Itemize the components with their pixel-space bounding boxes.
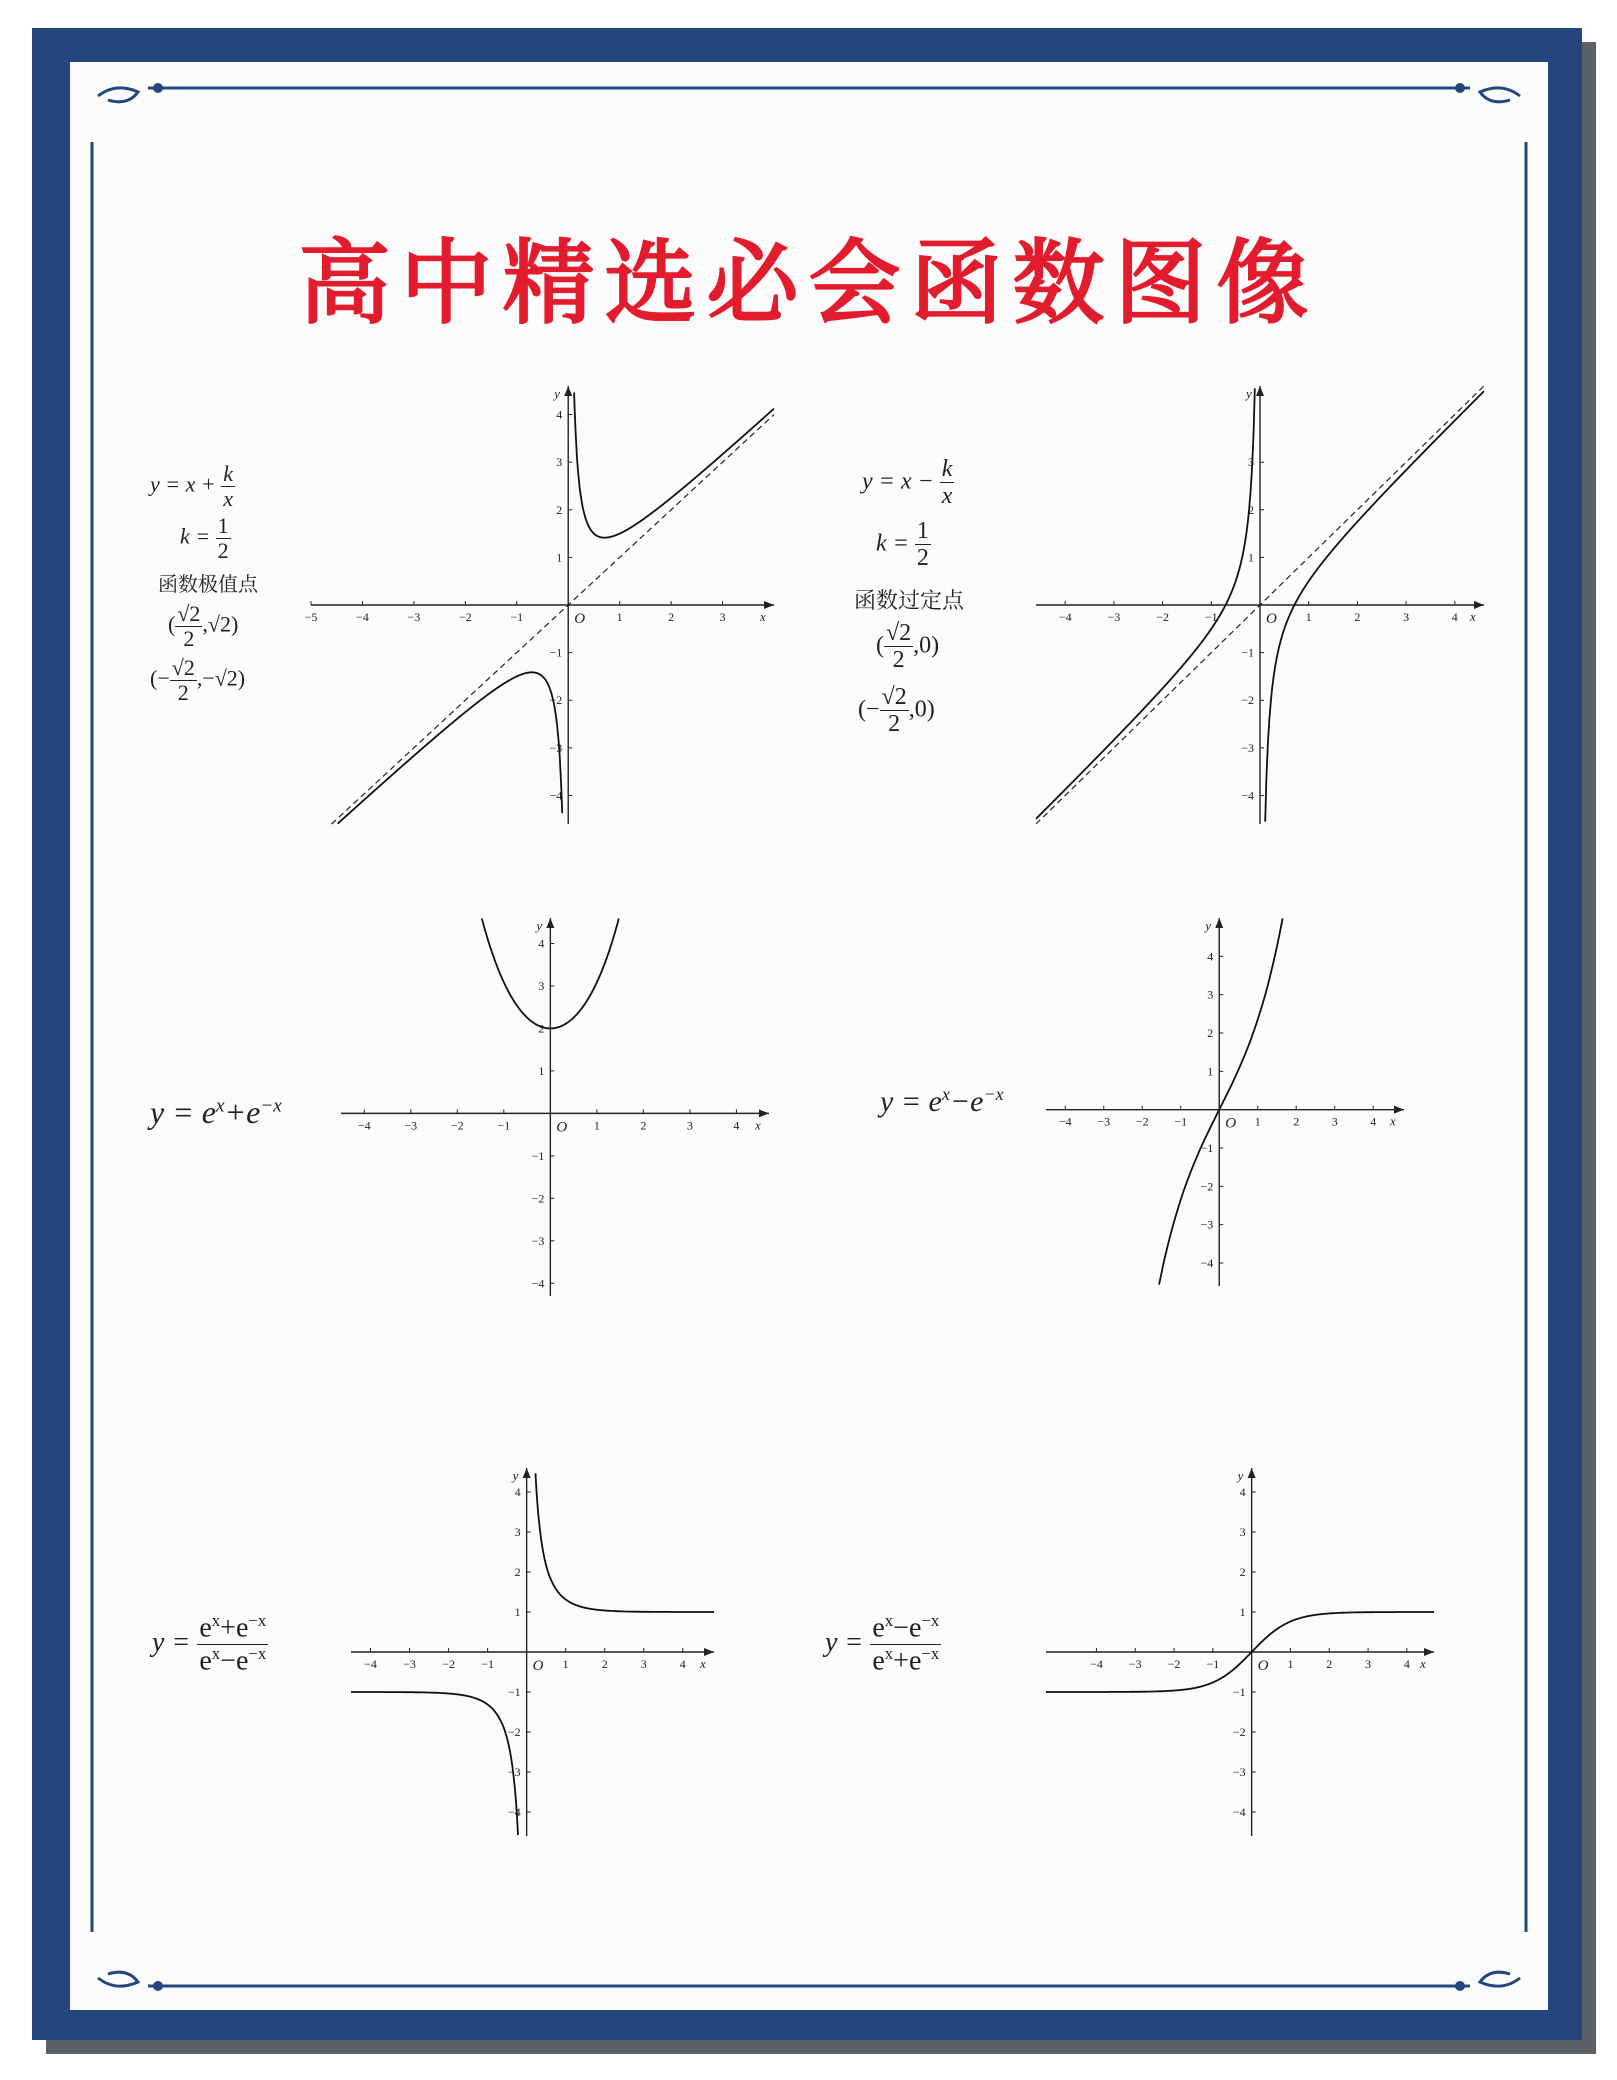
x-tick-label: −3 — [407, 610, 421, 624]
formula-lhs: y — [150, 471, 160, 497]
y-tick-label: −1 — [507, 1685, 521, 1699]
x-tick-label: −1 — [510, 610, 524, 624]
origin-label: O — [1225, 1115, 1237, 1132]
y-tick-label: 1 — [1239, 1605, 1246, 1619]
x-tick-label: 1 — [1287, 1657, 1294, 1671]
param-fraction — [216, 514, 231, 563]
y-tick-label: −1 — [549, 645, 563, 660]
x-tick-label: 1 — [616, 610, 623, 624]
formula-x-plus-k-over-x: y = x + $\frac{k}{x}$ — [150, 461, 234, 512]
term: +e — [220, 1612, 249, 1644]
fixed-point-2 — [858, 684, 935, 738]
formula-mid: −e — [949, 1085, 984, 1118]
function-curve — [1046, 1652, 1251, 1692]
y-tick-label: −4 — [531, 1276, 545, 1291]
x-tick-label: −4 — [364, 1657, 377, 1671]
y-tick-label: −3 — [507, 1765, 521, 1779]
function-curve — [1265, 391, 1484, 822]
point-fraction — [884, 620, 913, 674]
x-tick-label: 1 — [1305, 610, 1312, 624]
paren: ( — [150, 665, 158, 691]
x-tick-label: −2 — [442, 1657, 455, 1671]
x-axis-label: x — [1420, 1656, 1426, 1671]
chart-sinh-like — [1040, 912, 1410, 1292]
y-tick-label: 4 — [538, 936, 545, 951]
x-tick-label: −2 — [1135, 1114, 1149, 1129]
y-tick-label: 3 — [514, 1525, 521, 1539]
y-axis-label: y — [512, 1468, 519, 1483]
x-tick-label: −2 — [458, 610, 472, 624]
y-tick-label: 1 — [538, 1063, 545, 1078]
x-tick-label: 2 — [1293, 1114, 1300, 1129]
y-tick-label: −4 — [1200, 1256, 1214, 1270]
x-tick-label: 2 — [1354, 610, 1361, 624]
x-tick-label: −4 — [357, 1118, 371, 1133]
y-tick-label: 3 — [1248, 455, 1254, 470]
y-tick-label: −3 — [549, 740, 563, 755]
origin-label: O — [556, 1119, 568, 1136]
frac-num: √2 — [171, 655, 195, 680]
param-k — [180, 514, 231, 563]
x-tick-label: 4 — [1451, 610, 1458, 624]
y-tick-label: 4 — [514, 1485, 521, 1499]
x-axis-label: x — [760, 609, 766, 624]
y-tick-label: −3 — [1241, 740, 1254, 755]
term: e — [872, 1645, 885, 1677]
y-tick-label: −3 — [1200, 1217, 1214, 1232]
frac-den — [197, 1645, 268, 1677]
term: −e — [220, 1645, 249, 1677]
function-curve — [351, 1692, 518, 1835]
y-axis-arrow — [1248, 1468, 1256, 1478]
y-tick-label: −2 — [1200, 1179, 1214, 1194]
param-label: k = — [876, 530, 915, 557]
y-axis-arrow — [1256, 386, 1264, 396]
x-tick-label: 3 — [1365, 1657, 1372, 1671]
y-tick-label: −4 — [507, 1805, 521, 1819]
fixed-point-1 — [876, 620, 939, 674]
formula-fraction — [870, 1612, 941, 1677]
y-axis-label: y — [536, 918, 543, 933]
function-curve — [338, 672, 563, 823]
exp: −x — [921, 1644, 940, 1664]
x-tick-label: −3 — [403, 1657, 416, 1671]
formula-main: y = e — [150, 1094, 216, 1130]
x-tick-label: −3 — [404, 1118, 418, 1133]
x-tick-label: 4 — [1403, 1657, 1410, 1671]
frac-den: 2 — [177, 680, 189, 706]
frac-num: 1 — [217, 513, 229, 538]
point-fraction — [175, 602, 202, 651]
exp: −x — [260, 1095, 282, 1117]
frac-num — [197, 1612, 268, 1645]
y-tick-label: −4 — [1232, 1805, 1246, 1819]
chart-x-plus-k-over-x — [305, 380, 780, 830]
x-axis-arrow — [1394, 1106, 1404, 1114]
y-tick-label: 2 — [538, 1021, 545, 1036]
exp: x — [216, 1095, 225, 1117]
term: e — [199, 1612, 212, 1644]
x-axis-arrow — [759, 1109, 769, 1117]
chart-x-minus-k-over-x — [1030, 380, 1490, 830]
point-fraction — [170, 656, 197, 705]
frac-den: 2 — [183, 626, 195, 652]
frac-num: √2 — [886, 620, 912, 646]
chart-tanh-like — [1040, 1462, 1440, 1842]
formula-lhs: y — [862, 468, 873, 495]
x-tick-label: −1 — [497, 1118, 511, 1133]
x-tick-label: −3 — [1097, 1114, 1111, 1129]
frac-num: 1 — [916, 518, 929, 544]
x-tick-label: −3 — [1107, 610, 1121, 624]
point-rest: ,√2) — [202, 611, 239, 637]
y-axis-arrow — [546, 918, 554, 928]
x-tick-label: 2 — [640, 1118, 647, 1133]
x-tick-label: 3 — [640, 1657, 647, 1671]
extreme-point-1 — [168, 602, 238, 651]
frac-den: 2 — [916, 545, 929, 572]
function-curve — [574, 393, 774, 538]
function-curve — [1159, 918, 1283, 1284]
formula-ex-minus-e-minus-x — [880, 1084, 1004, 1119]
y-tick-label: 3 — [1239, 1525, 1246, 1539]
point-fraction — [880, 684, 909, 738]
origin-label: O — [1257, 1658, 1269, 1674]
y-tick-label: −2 — [1241, 693, 1254, 708]
extreme-point-2 — [150, 656, 245, 705]
formula-lhs: y = — [825, 1627, 864, 1659]
exp: x — [211, 1644, 221, 1664]
x-axis-arrow — [764, 601, 774, 609]
x-tick-label: 4 — [679, 1657, 686, 1671]
exp: −x — [248, 1644, 267, 1664]
frac-num: √2 — [881, 684, 907, 710]
term: +e — [893, 1645, 922, 1677]
paren: ( — [858, 696, 866, 723]
formula-fraction — [221, 462, 235, 511]
asymptote-line — [332, 415, 774, 824]
y-axis-label: y — [1205, 918, 1212, 933]
y-tick-label: 3 — [556, 455, 563, 470]
x-axis-label: x — [755, 1117, 761, 1133]
x-axis-arrow — [1424, 1648, 1434, 1656]
x-tick-label: 3 — [719, 610, 726, 624]
frac-num — [870, 1612, 941, 1645]
frac-den: 2 — [217, 538, 229, 564]
y-tick-label: 2 — [1207, 1026, 1214, 1040]
formula-ex-plus-e-minus-x — [150, 1094, 282, 1131]
exp: x — [941, 1084, 950, 1104]
formula-lhs: y = — [152, 1627, 191, 1659]
y-tick-label: 2 — [1239, 1565, 1246, 1579]
x-tick-label: −1 — [1204, 610, 1218, 624]
term: e — [199, 1645, 212, 1677]
x-tick-label: 3 — [1331, 1114, 1338, 1129]
x-tick-label: −4 — [1058, 610, 1072, 624]
x-tick-label: −4 — [1090, 1657, 1103, 1671]
x-tick-label: 2 — [668, 610, 675, 624]
y-tick-label: 2 — [514, 1565, 521, 1579]
x-tick-label: 1 — [593, 1118, 600, 1133]
sign: − — [157, 665, 170, 691]
frac-den: 2 — [888, 711, 901, 738]
y-tick-label: −3 — [531, 1233, 545, 1248]
y-tick-label: −1 — [1241, 645, 1254, 660]
y-tick-label: 1 — [1207, 1064, 1214, 1079]
origin-label: O — [532, 1658, 544, 1674]
x-tick-label: 2 — [601, 1657, 608, 1671]
x-tick-label: −2 — [1156, 610, 1169, 624]
x-tick-label: −1 — [1206, 1657, 1220, 1671]
formula-fraction — [940, 456, 955, 510]
frac-den: x — [223, 486, 234, 512]
exp: x — [884, 1644, 894, 1664]
y-tick-label: −2 — [507, 1725, 521, 1739]
y-tick-label: 2 — [556, 502, 563, 517]
frac-den: 2 — [892, 647, 905, 674]
function-curve — [1036, 388, 1255, 819]
formula-rhs: x + — [185, 471, 222, 497]
y-tick-label: 1 — [1248, 550, 1254, 565]
note-extreme-points: 函数极值点 — [158, 572, 258, 596]
y-tick-label: −1 — [1200, 1141, 1214, 1155]
x-tick-label: −2 — [1167, 1657, 1181, 1671]
page-title: 高中精选必会函数图像 — [298, 229, 1319, 337]
x-tick-label: 4 — [1370, 1114, 1377, 1129]
y-tick-label: 3 — [1207, 987, 1214, 1002]
x-tick-label: −1 — [481, 1657, 495, 1671]
frac-num: √2 — [177, 601, 201, 626]
x-axis-arrow — [704, 1648, 714, 1656]
y-tick-label: 4 — [1207, 949, 1214, 964]
point-rest: ,−√2) — [196, 665, 246, 691]
param-k — [876, 518, 931, 572]
origin-label: O — [574, 611, 586, 627]
point-rest: ,0) — [908, 696, 935, 723]
exp: −x — [248, 1611, 267, 1630]
y-tick-label: 1 — [556, 550, 563, 565]
function-curve — [1252, 1612, 1434, 1652]
chart-coth-like — [345, 1462, 720, 1842]
formula-main: y = e — [880, 1085, 942, 1118]
y-axis-arrow — [564, 386, 572, 396]
y-axis-label: y — [1246, 386, 1252, 401]
x-tick-label: −4 — [356, 610, 369, 624]
y-tick-label: −3 — [1232, 1765, 1246, 1779]
y-tick-label: 4 — [1239, 1485, 1246, 1499]
y-tick-label: −4 — [549, 788, 563, 803]
paren: ( — [876, 632, 884, 659]
frac-num: k — [223, 461, 234, 486]
frac-den: x — [941, 483, 953, 510]
frac-num: k — [941, 456, 953, 482]
x-tick-label: 1 — [1254, 1114, 1261, 1129]
y-tick-label: 4 — [556, 407, 563, 422]
frac-den — [870, 1645, 941, 1677]
y-tick-label: 1 — [514, 1605, 521, 1619]
y-axis-label: y — [554, 386, 561, 401]
term: −e — [893, 1612, 922, 1644]
x-tick-label: −2 — [450, 1118, 464, 1133]
paren: ( — [168, 611, 176, 637]
x-tick-label: −4 — [1058, 1114, 1072, 1129]
y-tick-label: 3 — [538, 978, 545, 993]
param-label: k = — [180, 523, 216, 549]
y-tick-label: −2 — [531, 1191, 545, 1206]
formula-x-minus-k-over-x: y = x − $\frac{k}{x}$ — [862, 456, 953, 510]
chart-cosh-like — [335, 912, 775, 1302]
x-tick-label: 3 — [686, 1118, 693, 1133]
y-tick-label: −1 — [531, 1148, 545, 1163]
exp: x — [884, 1611, 894, 1630]
y-tick-label: −1 — [1232, 1685, 1246, 1699]
formula-mid: +e — [224, 1094, 261, 1130]
y-axis-arrow — [1215, 918, 1223, 928]
origin-label: O — [1266, 611, 1277, 627]
formula-coth — [152, 1612, 268, 1677]
param-fraction — [915, 518, 931, 572]
x-tick-label: 3 — [1403, 610, 1410, 624]
y-tick-label: −2 — [1232, 1725, 1246, 1739]
function-curve — [536, 1473, 715, 1612]
sign: − — [866, 696, 880, 723]
x-axis-label: x — [1470, 609, 1476, 624]
x-tick-label: −3 — [1128, 1657, 1142, 1671]
y-tick-label: −2 — [549, 693, 563, 708]
x-axis-label: x — [1390, 1113, 1396, 1129]
y-axis-arrow — [523, 1468, 531, 1478]
formula-tanh — [825, 1612, 941, 1677]
exp: −x — [921, 1611, 940, 1630]
x-axis-arrow — [1474, 601, 1484, 609]
exp: −x — [983, 1084, 1004, 1104]
x-tick-label: −1 — [1174, 1114, 1188, 1129]
x-tick-label: 1 — [562, 1657, 569, 1671]
y-tick-label: 2 — [1248, 502, 1254, 517]
term: e — [872, 1612, 885, 1644]
x-tick-label: 2 — [1326, 1657, 1333, 1671]
x-tick-label: −5 — [305, 610, 318, 624]
formula-fraction — [197, 1612, 268, 1677]
y-axis-label: y — [1237, 1468, 1244, 1483]
y-tick-label: −4 — [1241, 788, 1254, 803]
note-fixed-points: 函数过定点 — [854, 589, 965, 614]
x-axis-label: x — [700, 1656, 706, 1671]
x-tick-label: 4 — [733, 1118, 740, 1133]
formula-rhs: x − — [900, 468, 940, 495]
point-rest: ,0) — [913, 632, 940, 659]
exp: x — [211, 1611, 221, 1630]
